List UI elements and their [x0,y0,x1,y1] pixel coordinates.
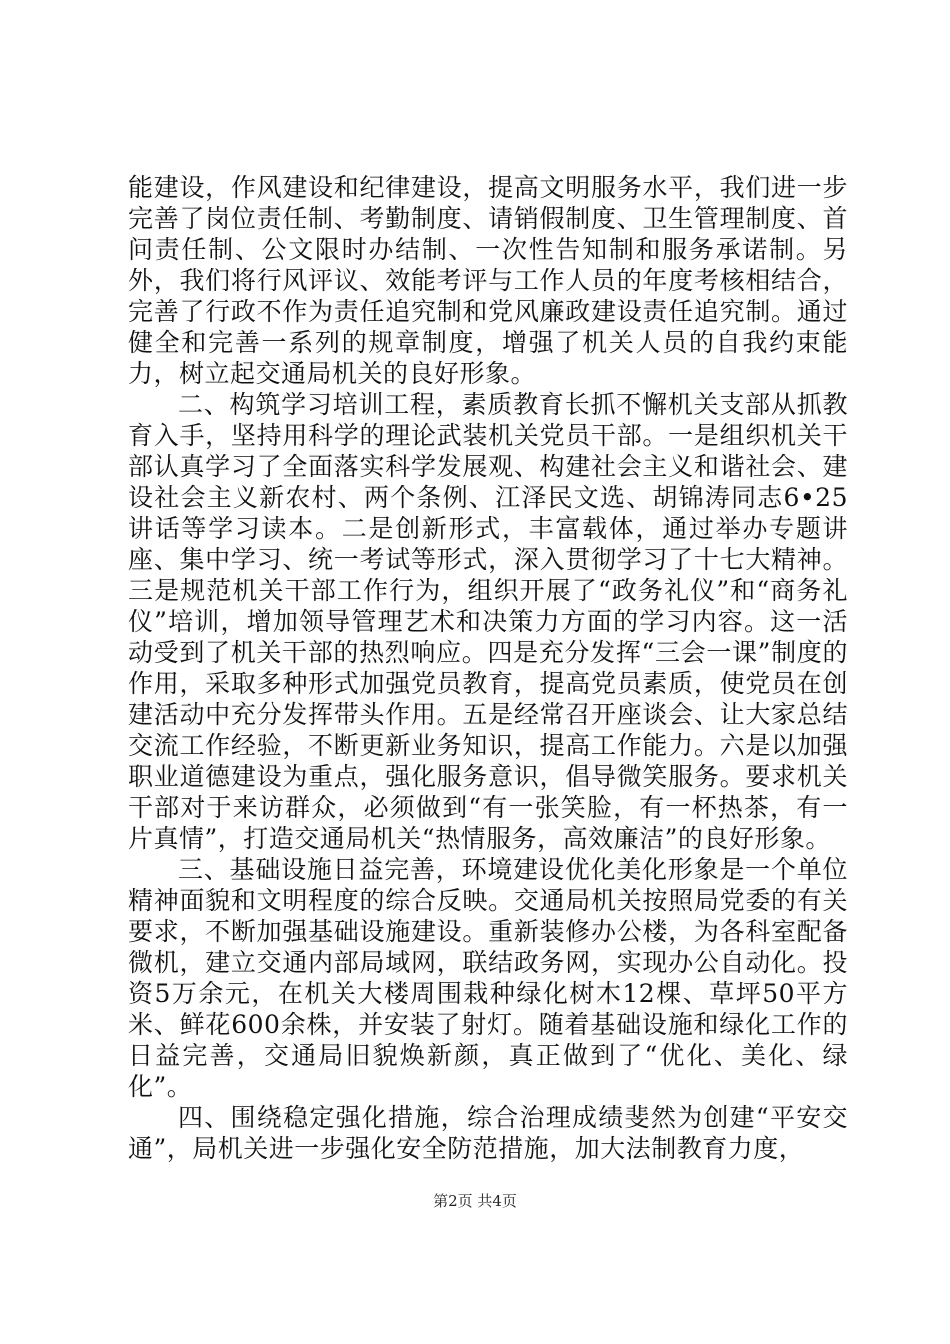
paragraph-2: 二、构筑学习培训工程，素质教育长抓不懈机关支部从抓教育入手，坚持用科学的理论武装机关党员干部。一是组织机关干部认真学习了全面落实科学发展观、构建社会主义和谐社会、建设社会主义新农村、两个条例、江泽民文选、胡锦涛同志6•25讲话等学习读本。二是创新形式，丰富载体，通过举办专题讲座、集中学习、统一考试等形式，深入贯彻学习了十七大精神。三是规范机关干部工作行为，组织开展了“政务礼仪”和“商务礼仪”培训，增加领导管理艺术和决策力方面的学习内容。这一活动受到了机关干部的热烈响应。四是充分发挥“三会一课”制度的作用，采取多种形式加强党员教育，提高党员素质，使党员在创建活动中充分发挥带头作用。五是经常召开座谈会、让大家总结交流工作经验，不断更新业务知识，提高工作能力。六是以加强职业道德建设为重点，强化服务意识，倡导微笑服务。要求机关干部对于来访群众，必须做到“有一张笑脸，有一杯热茶，有一片真情”，打造交通局机关“热情服务，高效廉洁”的良好形象。 [128,390,848,853]
document-body [128,172,848,1164]
page-number-footer: 第2页 共4页 [433,1192,517,1210]
paragraph-4: 四、围绕稳定强化措施，综合治理成绩斐然为创建“平安交通”，局机关进一步强化安全防范措施，加大法制教育力度， [128,1103,848,1163]
paragraph-1: 能建设，作风建设和纪律建设，提高文明服务水平，我们进一步完善了岗位责任制、考勤制度、请销假制度、卫生管理制度、首问责任制、公文限时办结制、一次性告知制和服务承诺制。另外，我们将行风评议、效能考评与工作人员的年度考核相结合，完善了行政不作为责任追究制和党风廉政建设责任追究制。通过健全和完善一系列的规章制度，增强了机关人员的自我约束能力，树立起交通局机关的良好形象。 [128,173,848,388]
paragraph-3: 三、基础设施日益完善，环境建设优化美化形象是一个单位精神面貌和文明程度的综合反映。交通局机关按照局党委的有关要求，不断加强基础设施建设。重新装修办公楼，为各科室配备微机，建立交通内部局域网，联结政务网，实现办公自动化。投资5万余元，在机关大楼周围栽种绿化树木12棵、草坪50平方米、鲜花600余株，并安装了射灯。随着基础设施和绿化工作的日益完善，交通局旧貌焕新颜，真正做到了“优化、美化、绿化”。 [128,855,848,1101]
